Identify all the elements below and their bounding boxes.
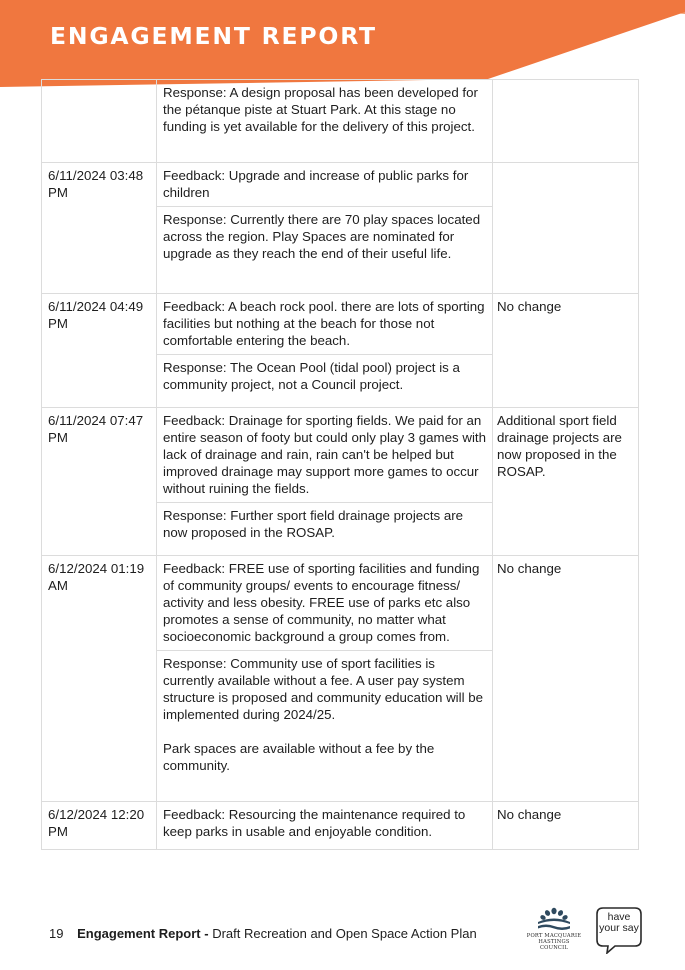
- date-cell: [42, 408, 157, 556]
- date-text: 6/12/2024 01:19 AM: [48, 561, 145, 593]
- comment-cell: [157, 294, 493, 408]
- table-row: [42, 556, 639, 802]
- change-cell: [493, 80, 639, 163]
- table-row: [42, 80, 639, 163]
- comment-cell: [157, 556, 493, 802]
- table-row: [42, 802, 639, 850]
- have-your-say-logo: [595, 906, 643, 954]
- response-text: Response: Currently there are 70 play spaces located across the region. Play Spaces are nominated for upgrade as they reach the end of their useful life.: [163, 212, 481, 261]
- change-cell: [493, 163, 639, 294]
- table-row: [42, 294, 639, 408]
- feedback-text: Feedback: Drainage for sporting fields. We paid for an entire season of footy but could only play 3 games with lack of drainage and rain, rain can't be helped but improved drainage may support more games to occur without ruining the fields.: [163, 413, 487, 496]
- change-text: Additional sport field drainage projects are now proposed in the ROSAP.: [497, 413, 622, 479]
- response-text: Response: A design proposal has been developed for the pétanque piste at Stuart Park. At this stage no funding is yet available for the delivery of this project.: [163, 85, 478, 134]
- date-cell: [42, 163, 157, 294]
- comment-cell: [157, 80, 493, 163]
- feedback-text: Feedback: Upgrade and increase of public parks for children: [163, 168, 469, 200]
- date-cell: [42, 802, 157, 850]
- your-say-text: your say: [599, 922, 639, 934]
- date-text: 6/12/2024 12:20 PM: [48, 807, 145, 839]
- footer-report-label: Engagement Report -: [77, 926, 209, 941]
- comment-cell: [157, 802, 493, 850]
- comment-cell: [157, 408, 493, 556]
- change-cell: [493, 408, 639, 556]
- date-text: 6/11/2024 07:47 PM: [48, 413, 144, 445]
- change-text: No change: [497, 807, 562, 822]
- council-name-line2: HASTINGS COUNCIL: [538, 939, 570, 951]
- date-text: 6/11/2024 03:48 PM: [48, 168, 144, 200]
- change-cell: [493, 556, 639, 802]
- feedback-text: Feedback: FREE use of sporting facilities and funding of community groups/ events to encourage fitness/ activity and less obesity. FREE use of parks etc also promotes a sense of community, no matter what socioeconomic background a group comes from.: [163, 561, 480, 644]
- feedback-table: [41, 79, 639, 850]
- change-text: No change: [497, 299, 562, 314]
- response-text: Park spaces are available without a fee by the community.: [163, 741, 435, 773]
- change-cell: [493, 802, 639, 850]
- table-row: [42, 408, 639, 556]
- change-cell: [493, 294, 639, 408]
- footer-document-title: Draft Recreation and Open Space Action Plan: [212, 926, 477, 941]
- feedback-text: Feedback: Resourcing the maintenance required to keep parks in usable and enjoyable condition.: [163, 807, 466, 839]
- date-text: 6/11/2024 04:49 PM: [48, 299, 144, 331]
- change-text: No change: [497, 561, 562, 576]
- response-text: Response: The Ocean Pool (tidal pool) project is a community project, not a Council project.: [163, 360, 460, 392]
- response-text: Response: Community use of sport facilities is currently available without a fee. A user pay system structure is proposed and community education will be implemented during 2024/25.: [163, 656, 484, 722]
- report-title: ENGAGEMENT REPORT: [50, 22, 377, 50]
- feedback-text: Feedback: A beach rock pool. there are lots of sporting facilities but nothing at the beach for those not comfortable entering the beach.: [163, 299, 485, 348]
- response-text: Response: Further sport field drainage projects are now proposed in the ROSAP.: [163, 508, 464, 540]
- council-emblem-icon: [535, 907, 573, 933]
- page-footer: [49, 926, 477, 941]
- date-cell: [42, 294, 157, 408]
- table-row: [42, 163, 639, 294]
- have-text: have: [607, 911, 631, 923]
- date-cell: [42, 80, 157, 163]
- council-logo: [525, 907, 583, 951]
- page-number: 19: [49, 926, 64, 941]
- date-cell: [42, 556, 157, 802]
- council-name-line1: PORT MACQUARIE: [526, 933, 582, 939]
- comment-cell: [157, 163, 493, 294]
